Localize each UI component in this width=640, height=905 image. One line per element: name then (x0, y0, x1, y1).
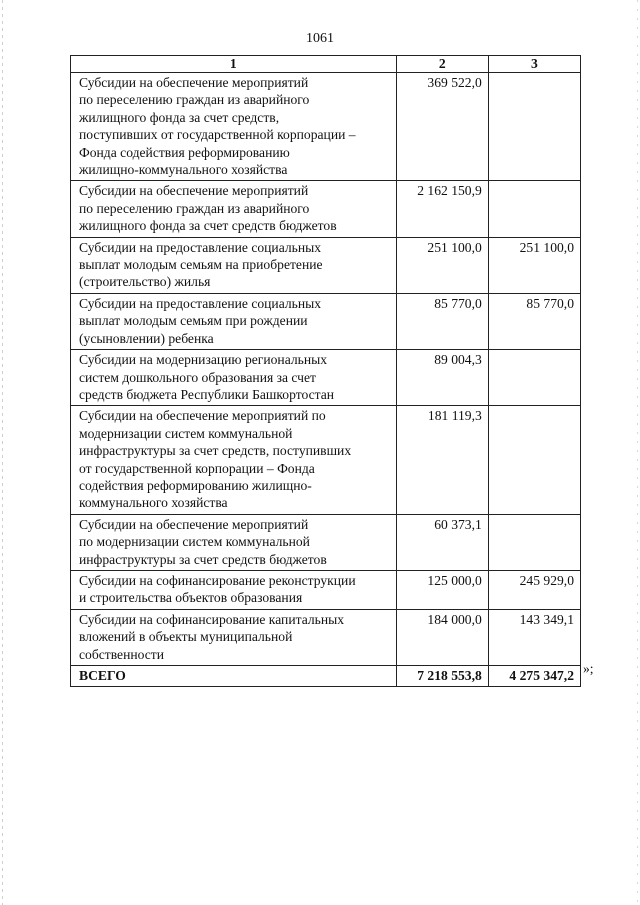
amount-col3 (488, 350, 580, 406)
table-row (71, 406, 581, 514)
table-header-row (71, 56, 581, 73)
amount-col3 (488, 514, 580, 570)
amount-col2: 89 004,3 (396, 350, 488, 406)
amount-col3 (488, 73, 580, 181)
column-header-3: 3 (488, 56, 580, 73)
amount-col3: 245 929,0 (488, 570, 580, 609)
subsidies-table (70, 55, 581, 687)
column-header-2: 2 (396, 56, 488, 73)
subsidy-name: Субсидии на обеспечение мероприятий по модернизации систем коммунальной инфраструктуры за счет средств, поступивших от государственной корпорации – Фонда содействия реформированию жилищно- коммунального хозяйства (71, 406, 397, 514)
amount-col2: 181 119,3 (396, 406, 488, 514)
amount-col2: 184 000,0 (396, 609, 488, 665)
subsidy-name: Субсидии на обеспечение мероприятий по переселению граждан из аварийного жилищного фонда за счет средств, поступивших от государственной корпорации – Фонда содействия реформированию жилищно-коммунального хозяйства (71, 73, 397, 181)
amount-col3 (488, 181, 580, 237)
subsidy-name: Субсидии на софинансирование реконструкции и строительства объектов образования (71, 570, 397, 609)
amount-col3: 251 100,0 (488, 237, 580, 293)
amount-col3 (488, 406, 580, 514)
table-row (71, 609, 581, 665)
amount-col3: 85 770,0 (488, 293, 580, 349)
table-row (71, 514, 581, 570)
table-row (71, 237, 581, 293)
subsidy-name: Субсидии на предоставление социальных выплат молодым семьям при рождении (усыновлении) ребенка (71, 293, 397, 349)
closing-quote-mark: »; (583, 661, 594, 676)
amount-col2: 60 373,1 (396, 514, 488, 570)
total-col2: 7 218 553,8 (396, 666, 488, 687)
amount-col3: 143 349,1 (488, 609, 580, 665)
amount-col2: 125 000,0 (396, 570, 488, 609)
column-header-1: 1 (71, 56, 397, 73)
total-col3: 4 275 347,2 (488, 666, 580, 687)
table-row (71, 570, 581, 609)
page-number: 1061 (306, 31, 334, 46)
total-label: ВСЕГО (71, 666, 397, 687)
table-row (71, 350, 581, 406)
subsidy-name: Субсидии на обеспечение мероприятий по модернизации систем коммунальной инфраструктуры за счет средств бюджетов (71, 514, 397, 570)
subsidy-name: Субсидии на софинансирование капитальных вложений в объекты муниципальной собственности (71, 609, 397, 665)
scan-edge-right (637, 0, 638, 905)
subsidy-name: Субсидии на предоставление социальных выплат молодым семьям на приобретение (строительство) жилья (71, 237, 397, 293)
subsidy-name: Субсидии на модернизацию региональных систем дошкольного образования за счет средств бюджета Республики Башкортостан (71, 350, 397, 406)
total-row (71, 666, 581, 687)
table-row (71, 293, 581, 349)
scan-edge-left (2, 0, 3, 905)
amount-col2: 369 522,0 (396, 73, 488, 181)
amount-col2: 85 770,0 (396, 293, 488, 349)
table-row (71, 181, 581, 237)
amount-col2: 2 162 150,9 (396, 181, 488, 237)
table-row (71, 73, 581, 181)
subsidy-name: Субсидии на обеспечение мероприятий по переселению граждан из аварийного жилищного фонда за счет средств бюджетов (71, 181, 397, 237)
amount-col2: 251 100,0 (396, 237, 488, 293)
